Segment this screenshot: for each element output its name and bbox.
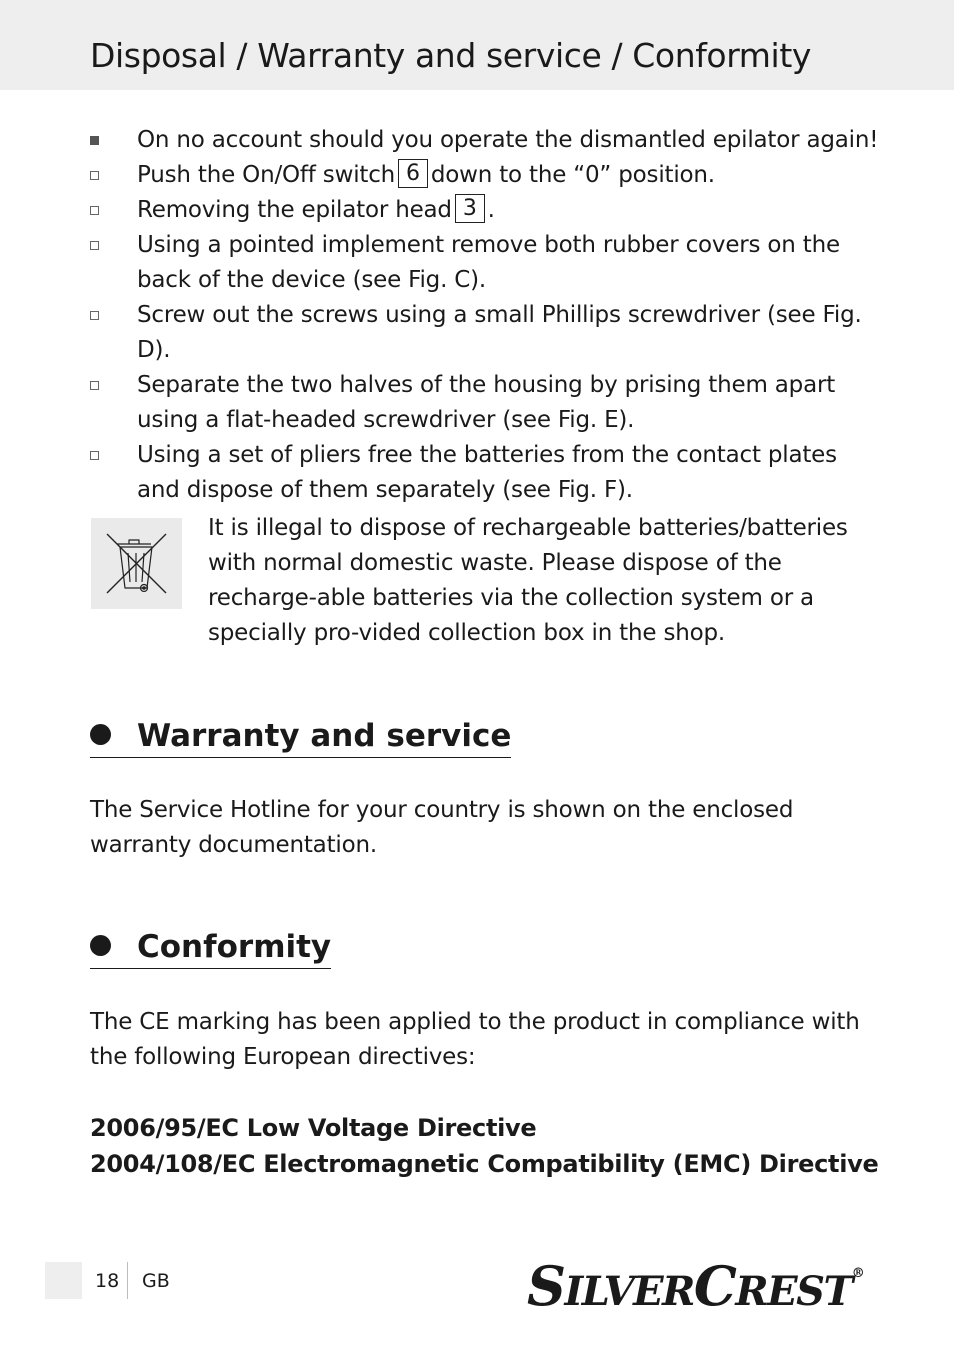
section-bullet-icon (90, 935, 111, 956)
hollow-square-bullet-icon (90, 381, 99, 390)
step-text: Removing the epilator head (137, 197, 452, 223)
hollow-square-bullet-icon (90, 241, 99, 250)
list-item (90, 158, 880, 193)
step-text: Push the On/Off switch (137, 162, 396, 188)
warranty-heading-text: Warranty and service (137, 718, 512, 754)
part-reference-box: 6 (398, 159, 428, 188)
directive-low-voltage: 2006/95/EC Low Voltage Directive (90, 1114, 537, 1142)
page-number: 18 (95, 1270, 120, 1292)
directives-list (90, 1110, 890, 1182)
warranty-heading (90, 718, 511, 754)
step-text: Separate the two halves of the housing by prising them apart using a flat-headed screwdriver (see Fig. E). (137, 372, 836, 433)
warranty-text: The Service Hotline for your country is shown on the enclosed warranty documentation. (90, 797, 794, 858)
page-title: Disposal / Warranty and service / Conformity (90, 36, 811, 75)
directive-emc: 2004/108/EC Electromagnetic Compatibility (EMC) Directive (90, 1150, 879, 1178)
step-text: Screw out the screws using a small Phillips screwdriver (see Fig. D). (137, 302, 862, 363)
hollow-square-bullet-icon (90, 451, 99, 460)
disposal-steps-list (90, 123, 880, 508)
step-text: Using a pointed implement remove both rubber covers on the back of the device (see Fig. C). (137, 232, 840, 293)
hollow-square-bullet-icon (90, 171, 99, 180)
part-reference-box: 3 (455, 194, 485, 223)
heading-underline (90, 757, 511, 759)
heading-underline (90, 968, 331, 970)
list-item (90, 298, 880, 368)
battery-disposal-warning: It is illegal to dispose of rechargeable batteries/batteries with normal domestic waste. Please dispose of the recharge-able batteries via the collection system or a specially pro-vided collection box in the shop. (208, 515, 848, 646)
list-item (90, 228, 880, 298)
language-code: GB (142, 1270, 170, 1292)
filled-square-bullet-icon (90, 136, 99, 145)
section-bullet-icon (90, 724, 111, 745)
conformity-heading (90, 929, 331, 965)
conformity-heading-text: Conformity (137, 929, 332, 965)
list-item (90, 193, 880, 228)
step-text: On no account should you operate the dismantled epilator again! (137, 127, 879, 153)
footer-divider (127, 1262, 128, 1299)
hollow-square-bullet-icon (90, 311, 99, 320)
step-text: Using a set of pliers free the batteries from the contact plates and dispose of them separately (see Fig. F). (137, 442, 837, 503)
crossed-out-wheelie-bin-icon (91, 518, 182, 609)
step-text: . (487, 197, 495, 223)
list-item (90, 368, 880, 438)
footer-marker (45, 1262, 82, 1299)
conformity-text: The CE marking has been applied to the product in compliance with the following European directives: (90, 1009, 860, 1070)
step-text: down to the “0” position. (430, 162, 715, 188)
list-item (90, 123, 880, 158)
hollow-square-bullet-icon (90, 206, 99, 215)
list-item (90, 438, 880, 508)
silvercrest-logo: SILVERCREST® (527, 1254, 865, 1318)
